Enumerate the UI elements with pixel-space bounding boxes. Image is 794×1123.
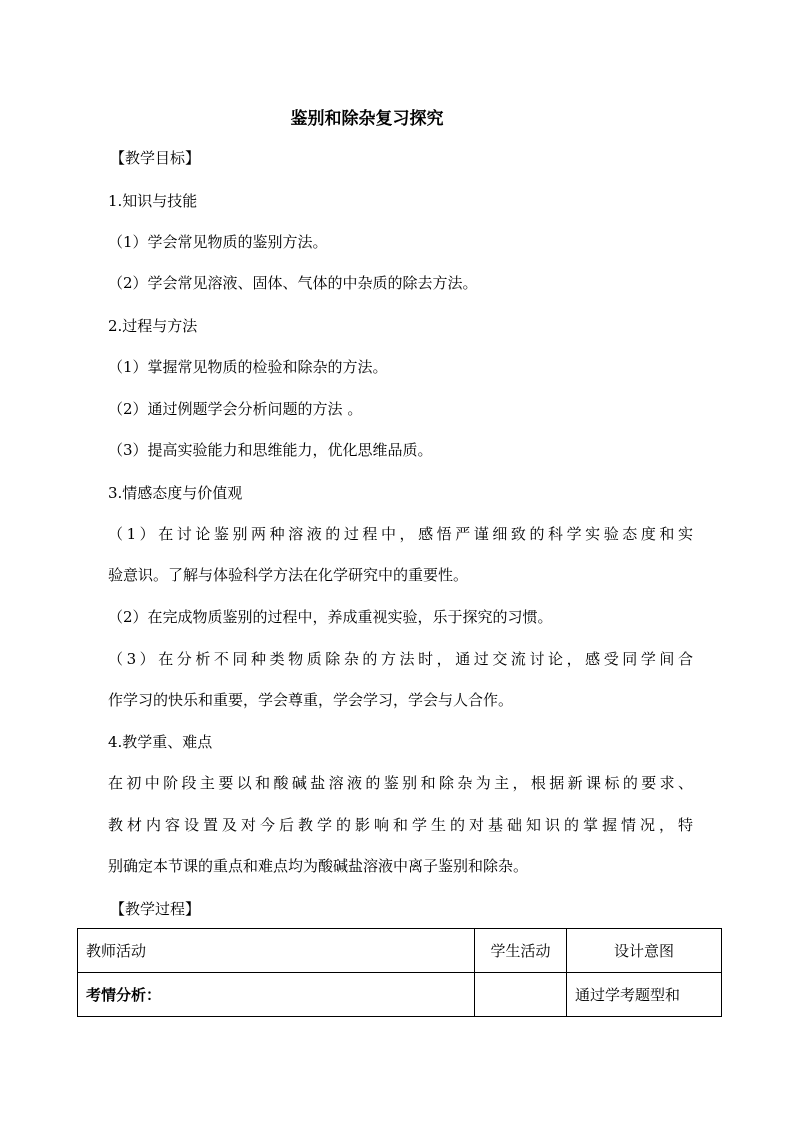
goals-heading: 【教学目标】 [110,149,201,167]
cell-teacher-activity: 考情分析： [78,973,475,1017]
header-design-intent: 设计意图 [567,929,722,973]
section-3-item-1-line-2: 验意识。了解与体验科学方法在化学研究中的重要性。 [108,566,469,584]
section-4-heading: 4.教学重、难点 [108,733,213,751]
cell-design-intent: 通过学考题型和 [567,973,722,1017]
section-4-para-line-3: 别确定本节课的重点和难点均为酸碱盐溶液中离子鉴别和除杂。 [108,857,529,875]
section-1-item-1: （1）学会常见物质的鉴别方法。 [108,233,328,251]
table-header-row [78,929,722,973]
section-1-heading: 1.知识与技能 [108,192,198,210]
section-1-item-2: （2）学会常见溶液、固体、气体的中杂质的除去方法。 [108,274,478,292]
process-heading: 【教学过程】 [110,900,201,918]
section-3-item-1-line-1: （1）在讨论鉴别两种溶液的过程中，感悟严谨细致的科学实验态度和实 [108,525,693,543]
document-title: 鉴别和除杂复习探究 [290,109,444,129]
section-2-item-2: （2）通过例题学会分析问题的方法 。 [108,400,363,418]
section-3-heading: 3.情感态度与价值观 [108,484,243,502]
section-4-para-line-2: 教材内容设置及对今后教学的影响和学生的对基础知识的掌握情况，特 [108,816,693,834]
section-3-item-2: （2）在完成物质鉴别的过程中，养成重视实验，乐于探究的习惯。 [108,608,553,626]
table-row [78,973,722,1017]
section-2-heading: 2.过程与方法 [108,317,198,335]
section-2-item-1: （1）掌握常见物质的检验和除杂的方法。 [108,358,388,376]
section-4-para-line-1: 在初中阶段主要以和酸碱盐溶液的鉴别和除杂为主，根据新课标的要求、 [108,774,693,792]
section-3-item-3-line-2: 作学习的快乐和重要，学会尊重，学会学习，学会与人合作。 [108,691,514,709]
cell-student-activity [475,973,567,1017]
section-2-item-3: （3）提高实验能力和思维能力，优化思维品质。 [108,441,433,459]
header-teacher-activity: 教师活动 [78,929,475,973]
section-3-item-3-line-1: （3）在分析不同种类物质除杂的方法时，通过交流讨论，感受同学间合 [108,650,693,668]
teaching-process-table [77,928,722,1017]
header-student-activity: 学生活动 [475,929,567,973]
